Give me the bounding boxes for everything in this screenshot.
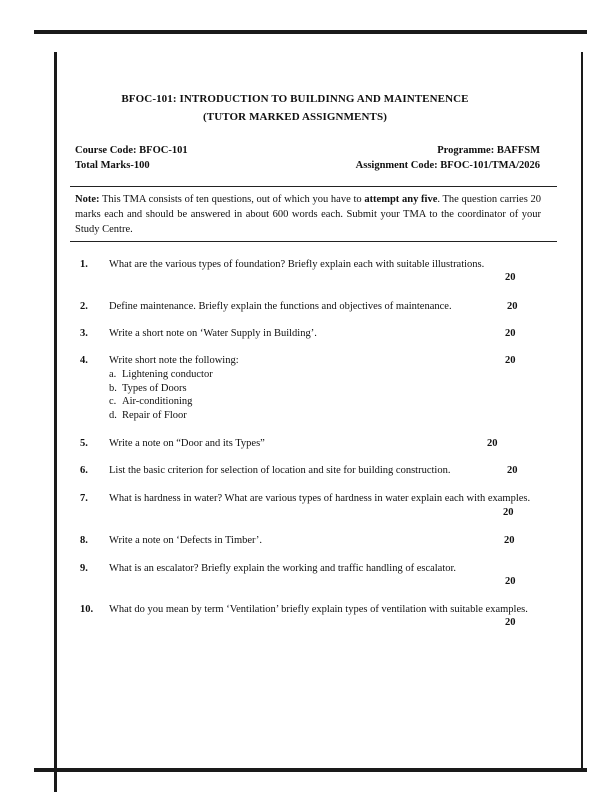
note-top-rule bbox=[70, 186, 557, 187]
total-marks: Total Marks-100 bbox=[75, 160, 150, 171]
question-number: 10. bbox=[80, 604, 94, 615]
programme: Programme: BAFFSM bbox=[437, 145, 540, 156]
question-4 bbox=[80, 354, 535, 426]
question-marks: 20 bbox=[507, 465, 518, 476]
question-text: What are the various types of foundation? Briefly explain each with suitable illustrations. bbox=[109, 259, 485, 270]
subtopic-item: b. Types of Doors bbox=[109, 382, 187, 394]
question-number: 1. bbox=[80, 259, 88, 270]
question-marks: 20 bbox=[487, 438, 498, 449]
document-title: BFOC-101: INTRODUCTION TO BUILDINNG AND MAINTENENCE bbox=[121, 93, 469, 105]
question-text: Write a note on ‘Defects in Timber’. bbox=[109, 535, 263, 546]
question-marks: 20 bbox=[505, 617, 516, 628]
question-8 bbox=[80, 534, 535, 548]
question-text: Write short note the following: bbox=[109, 355, 239, 366]
question-text: Define maintenance. Briefly explain the functions and objectives of maintenance. bbox=[109, 301, 452, 312]
question-text: List the basic criterion for selection of location and site for building construction. bbox=[109, 465, 451, 476]
note-bottom-rule bbox=[70, 241, 557, 242]
bottom-rule bbox=[34, 768, 587, 772]
question-number: 5. bbox=[80, 438, 88, 449]
note-text-after: . The question carries 20 marks each and should be answered in about 600 words each. Submit your TMA to the coordinator of your Study Centre. bbox=[75, 194, 541, 235]
question-1 bbox=[80, 258, 535, 288]
note-emphasis: attempt any five bbox=[364, 194, 438, 205]
question-marks: 20 bbox=[505, 576, 516, 587]
right-border bbox=[581, 52, 583, 768]
document-subtitle: (TUTOR MARKED ASSIGNMENTS) bbox=[203, 111, 387, 123]
top-rule bbox=[34, 30, 587, 34]
question-9 bbox=[80, 562, 535, 592]
question-marks: 20 bbox=[505, 328, 516, 339]
question-text: What do you mean by term ‘Ventilation’ briefly explain types of ventilation with suitable examples. bbox=[109, 604, 528, 615]
question-text: Write a short note on ‘Water Supply in Building’. bbox=[109, 328, 317, 339]
question-number: 2. bbox=[80, 301, 88, 312]
question-10 bbox=[80, 603, 535, 633]
question-marks: 20 bbox=[505, 272, 516, 283]
question-marks: 20 bbox=[504, 535, 515, 546]
question-3 bbox=[80, 327, 535, 341]
subtopic-item: c. Air-conditioning bbox=[109, 396, 193, 407]
question-marks: 20 bbox=[503, 507, 514, 518]
question-marks: 20 bbox=[505, 355, 516, 366]
course-code: Course Code: BFOC-101 bbox=[75, 145, 188, 156]
question-5 bbox=[80, 437, 535, 451]
question-number: 3. bbox=[80, 328, 88, 339]
subtopic-list bbox=[109, 368, 213, 422]
question-text: What is hardness in water? What are various types of hardness in water explain each with examples. bbox=[109, 493, 531, 504]
question-number: 6. bbox=[80, 465, 88, 476]
question-number: 4. bbox=[80, 355, 88, 366]
question-text: Write a note on “Door and its Types” bbox=[109, 438, 265, 449]
assignment-code: Assignment Code: BFOC-101/TMA/2026 bbox=[355, 160, 540, 171]
question-6 bbox=[80, 464, 535, 478]
note-text-before: This TMA consists of ten questions, out of which you have to bbox=[99, 194, 365, 205]
question-number: 8. bbox=[80, 535, 88, 546]
note-paragraph bbox=[75, 192, 541, 237]
question-text: What is an escalator? Briefly explain the working and traffic handling of escalator. bbox=[109, 563, 457, 574]
question-2 bbox=[80, 300, 535, 314]
subtopic-item: d. Repair of Floor bbox=[109, 409, 187, 421]
question-number: 9. bbox=[80, 563, 88, 574]
question-marks: 20 bbox=[507, 301, 518, 312]
question-7 bbox=[80, 492, 535, 522]
left-border bbox=[54, 52, 57, 792]
subtopic-item: a. Lightening conductor bbox=[109, 369, 213, 380]
question-number: 7. bbox=[80, 493, 88, 504]
note-label: Note: bbox=[75, 194, 100, 205]
